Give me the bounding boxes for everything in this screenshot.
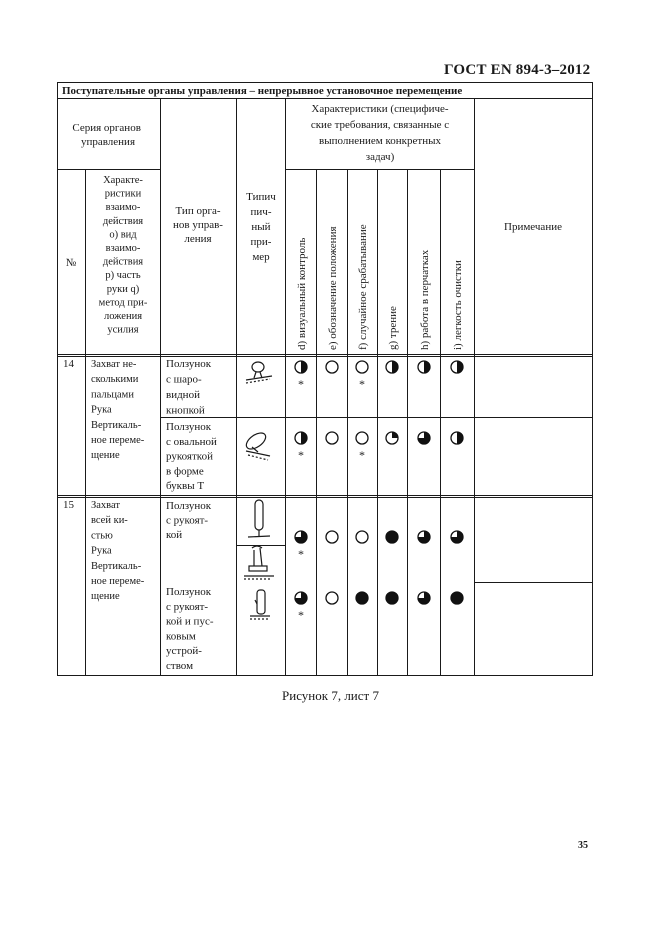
- characteristics-group-header-line: ские требования, связанные с: [310, 119, 450, 131]
- row-interaction-line: ное переме-: [91, 576, 145, 587]
- rating-full-symbol: [356, 592, 368, 604]
- interaction-header-line: р) часть: [105, 270, 141, 282]
- control-type-line: ством: [166, 660, 194, 672]
- control-type-line: видной: [166, 389, 200, 401]
- rating-three-quarter-symbol: [418, 592, 430, 604]
- row-interaction-line: Рука: [91, 404, 112, 416]
- handle-trigger-slider-icon: [250, 590, 270, 619]
- control-type-line: Ползунок: [166, 421, 212, 433]
- control-type-header-line: ления: [184, 233, 212, 245]
- rating-three-quarter-symbol: [418, 531, 430, 543]
- interaction-header-line: взаимо-: [105, 243, 141, 254]
- characteristic-header: f) случайное срабатывание: [357, 224, 369, 350]
- row-interaction-line: щение: [91, 450, 120, 462]
- rating-half-symbol: [386, 361, 398, 373]
- row-interaction: [91, 359, 145, 461]
- rating-three-quarter-symbol: [295, 592, 307, 604]
- rating-empty-symbol: [356, 432, 368, 444]
- rating-half-symbol: [295, 432, 307, 444]
- characteristics-group-header-line: Характеристики (специфиче-: [311, 103, 449, 115]
- typical-example-header-line: при-: [250, 236, 272, 248]
- rating-full-symbol: [386, 531, 398, 543]
- interaction-header-line: Характе-: [103, 175, 143, 186]
- handle-slider-variant-icon: [244, 546, 274, 579]
- figure-caption: Рисунок 7, лист 7: [282, 688, 379, 703]
- control-type: [166, 358, 212, 417]
- row-interaction-line: Вертикаль-: [91, 419, 142, 431]
- control-type-header-line: нов управ-: [173, 219, 223, 231]
- row-interaction-line: ное переме-: [91, 435, 145, 446]
- row-number: 14: [63, 358, 74, 370]
- rating-empty-symbol: [326, 531, 338, 543]
- row-interaction-line: Рука: [91, 545, 112, 557]
- rating-star: *: [359, 448, 365, 462]
- control-type-line: рукояткой: [166, 450, 213, 463]
- oval-t-handle-slider-icon: [244, 430, 270, 460]
- characteristics-group-header-line: выполнением конкретных: [319, 135, 441, 147]
- row-interaction-line: Захват: [91, 500, 120, 511]
- rating-three-quarter-symbol: [418, 432, 430, 444]
- control-type: [166, 586, 214, 672]
- characteristics-group-header-line: задач): [365, 151, 395, 163]
- row-number: 15: [63, 499, 74, 511]
- rating-empty-symbol: [326, 592, 338, 604]
- control-type-header: [173, 205, 223, 245]
- control-type-line: буквы Т: [166, 480, 205, 493]
- control-type: [166, 421, 217, 492]
- typical-example-header-line: пич-: [250, 206, 272, 218]
- control-type: [166, 500, 212, 541]
- rating-full-symbol: [386, 592, 398, 604]
- rating-empty-symbol: [326, 432, 338, 444]
- control-type-line: Ползунок: [166, 586, 212, 598]
- interaction-header-line: руки q): [106, 283, 140, 295]
- rating-empty-symbol: [356, 531, 368, 543]
- control-type-line: с рукоят-: [166, 600, 209, 613]
- typical-example-header-line: мер: [252, 251, 270, 263]
- interaction-header: [99, 175, 148, 336]
- characteristics-group-header: [311, 103, 449, 163]
- control-type-line: с шаро-: [166, 373, 202, 386]
- control-type-line: устрой-: [166, 645, 202, 658]
- interaction-header-line: ложения: [103, 311, 143, 322]
- interaction-header-line: взаимо-: [105, 202, 141, 214]
- rating-half-symbol: [451, 432, 463, 444]
- interaction-header-line: действия: [102, 256, 144, 268]
- section-title: Поступательные органы управления – непрерывное установочное перемещение: [62, 85, 463, 97]
- rating-half-symbol: [295, 361, 307, 373]
- rating-three-quarter-symbol: [295, 531, 307, 543]
- interaction-header-line: метод при-: [98, 297, 148, 309]
- control-type-line: в форме: [166, 465, 204, 478]
- control-type-line: с рукоят-: [166, 514, 209, 527]
- typical-example-header: [246, 191, 276, 263]
- characteristic-column-headers: [296, 224, 464, 350]
- control-type-line: Ползунок: [166, 500, 212, 512]
- note-header: Примечание: [504, 221, 562, 233]
- interaction-header-line: ристики: [104, 188, 142, 200]
- series-group-header: Серия органов управления: [72, 122, 141, 148]
- rating-three-quarter-symbol: [451, 531, 463, 543]
- rating-star: *: [359, 377, 365, 391]
- page-number: 35: [578, 840, 588, 851]
- row-interaction-line: стью: [91, 530, 113, 542]
- row-interaction-line: пальцами: [91, 389, 134, 401]
- row-interaction-line: щение: [91, 591, 120, 603]
- control-type-line: с овальной: [166, 435, 217, 448]
- interaction-header-line: действия: [102, 215, 144, 227]
- characteristic-header: i) легкость очистки: [452, 260, 464, 350]
- row-interaction-line: Вертикаль-: [91, 560, 142, 572]
- number-header: №: [65, 257, 77, 269]
- characteristic-header: d) визуальный контроль: [296, 237, 308, 350]
- characteristic-header: h) работа в перчатках: [419, 249, 431, 350]
- control-type-line: кой и пус-: [166, 615, 214, 628]
- rating-empty-symbol: [326, 361, 338, 373]
- control-type-line: кнопкой: [166, 404, 205, 417]
- rating-quarter-symbol: [386, 432, 398, 444]
- ball-knob-slider-icon: [246, 362, 272, 383]
- standard-designation: ГОСТ EN 894-3–2012: [444, 62, 591, 78]
- rating-half-symbol: [451, 361, 463, 373]
- control-type-line: кой: [166, 529, 183, 541]
- row-interaction-line: всей ки-: [91, 515, 128, 527]
- rating-half-symbol: [418, 361, 430, 373]
- row-interaction-line: Захват не-: [91, 359, 137, 370]
- handle-slider-icon: [248, 500, 270, 537]
- rating-star: *: [298, 377, 304, 391]
- row-interaction: [91, 500, 145, 602]
- characteristic-header: e) обозначение положения: [327, 226, 339, 350]
- control-type-line: Ползунок: [166, 358, 212, 370]
- interaction-header-line: о) вид: [109, 229, 137, 241]
- typical-example-header-line: ный: [251, 221, 271, 233]
- rating-star: *: [298, 608, 304, 622]
- typical-example-header-line: Типич: [246, 191, 276, 203]
- interaction-header-line: усилия: [107, 324, 139, 336]
- characteristic-header: g) трение: [387, 306, 399, 350]
- rating-star: *: [298, 448, 304, 462]
- rating-empty-symbol: [356, 361, 368, 373]
- rating-full-symbol: [451, 592, 463, 604]
- control-type-header-line: Тип орга-: [175, 205, 221, 217]
- rating-star: *: [298, 547, 304, 561]
- control-type-line: ковым: [166, 630, 196, 643]
- row-interaction-line: сколькими: [91, 374, 139, 386]
